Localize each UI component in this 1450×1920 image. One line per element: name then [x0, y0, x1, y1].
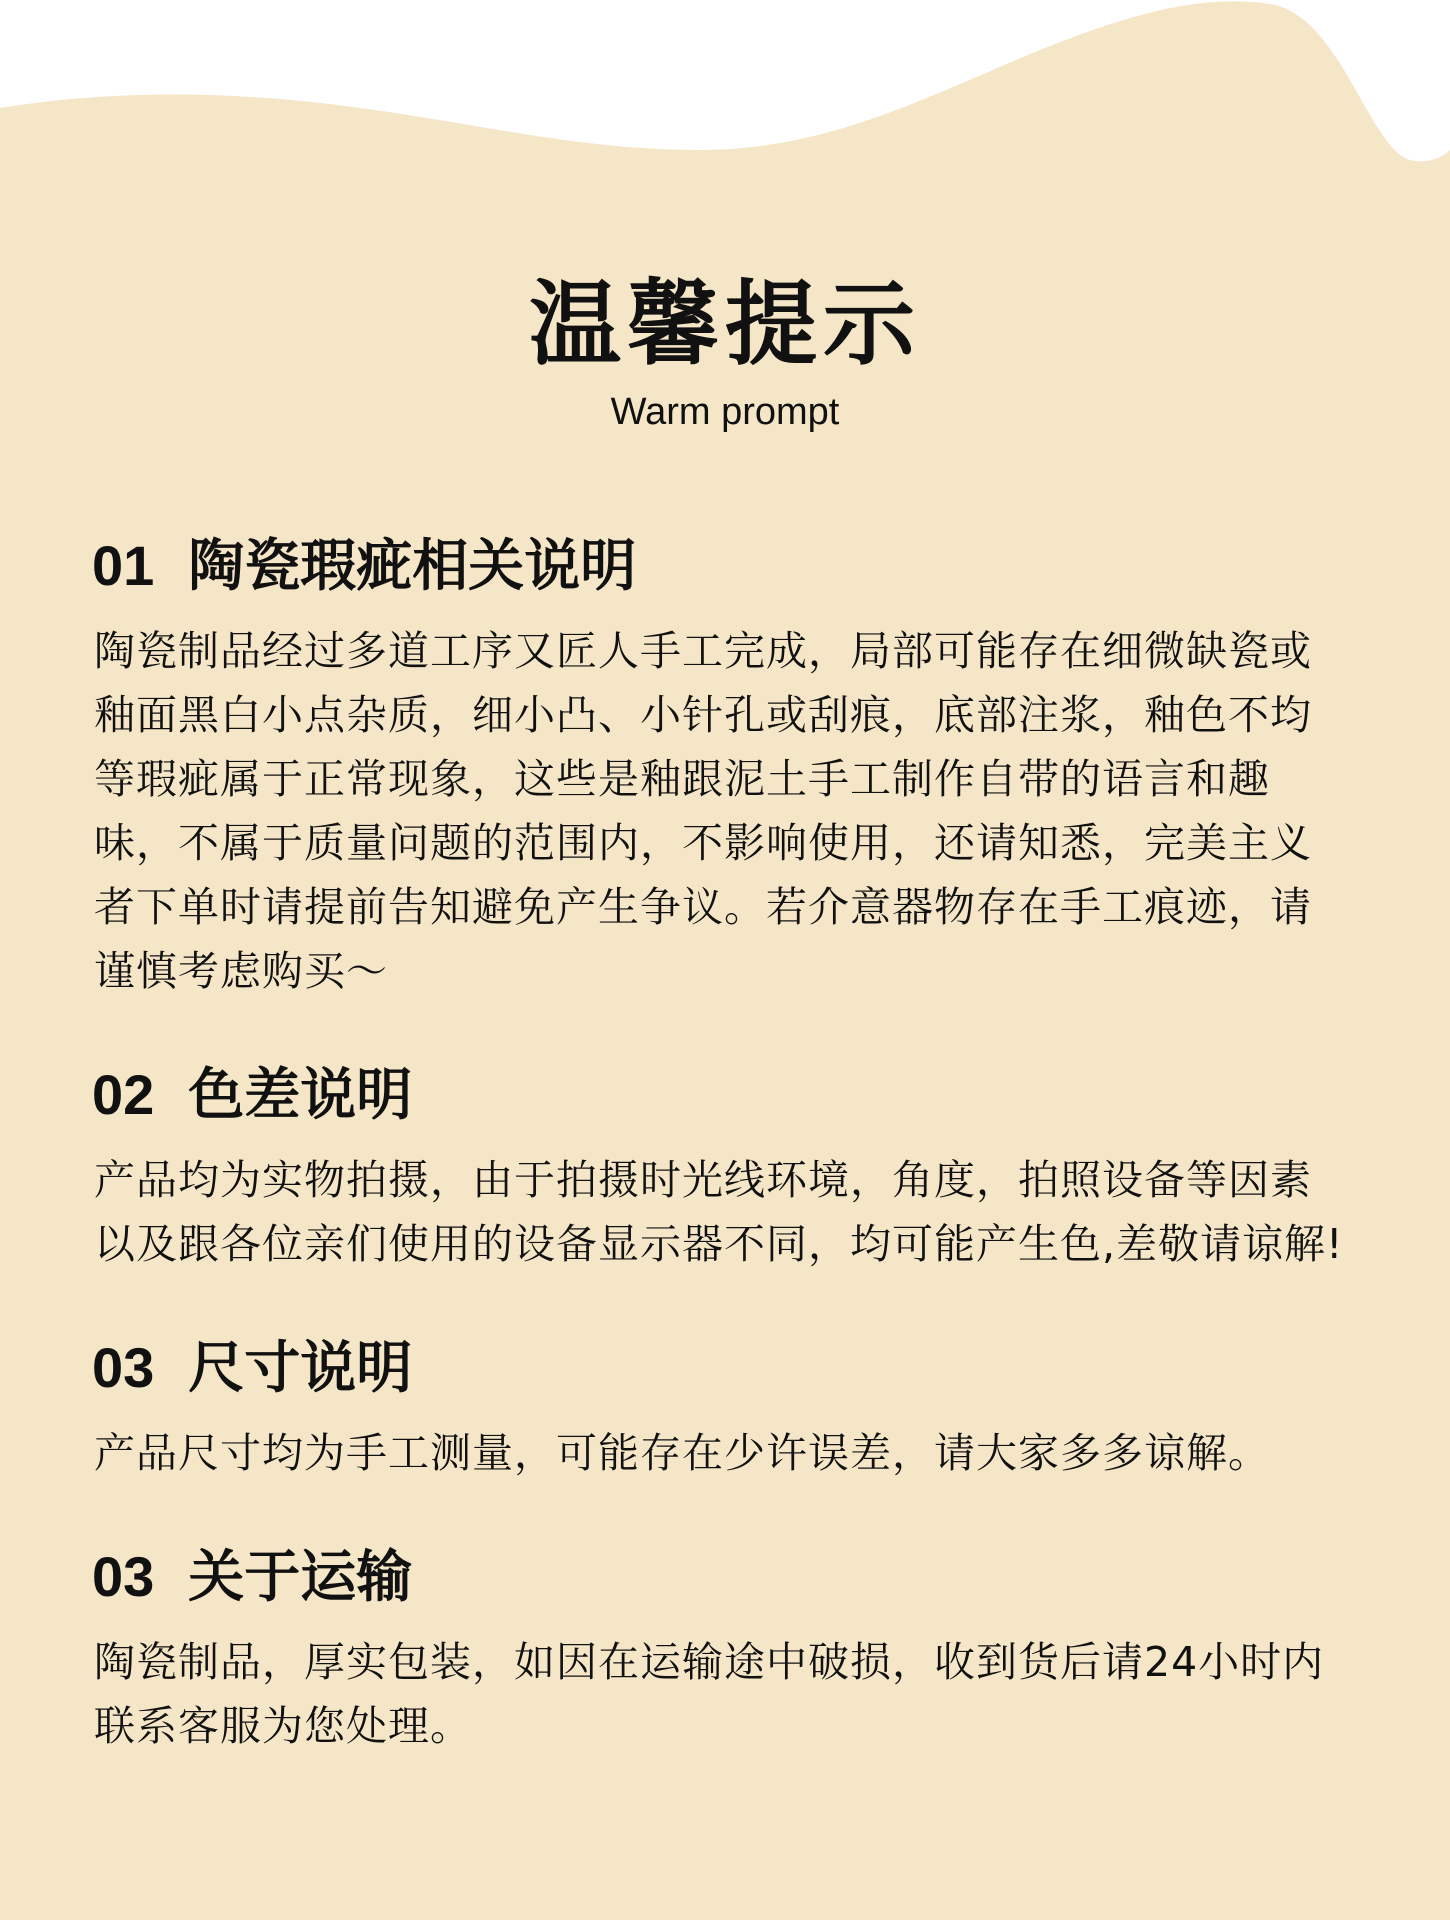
- section-title: 尺寸说明: [188, 1336, 413, 1401]
- section-number: 03: [92, 1545, 155, 1608]
- section-size: [92, 1332, 1352, 1485]
- wave-shape: [0, 0, 1450, 161]
- top-wave-decoration: [0, 0, 1450, 180]
- section-body: 陶瓷制品，厚实包装，如因在运输途中破损，收到货后请24小时内联系客服为您处理。: [94, 1638, 1325, 1750]
- section-body: 陶瓷制品经过多道工序又匠人手工完成，局部可能存在细微缺瓷或釉面黑白小点杂质，细小凸、小针孔或刮痕，底部注浆，釉色不均等瑕疵属于正常现象，这些是釉跟泥土手工制作自带的语言和趣味，不属于质量问题的范围内，不影响使用，还请知悉，完美主义者下单时请提前告知避免产生争议。若介意器物存在手工痕迹，请谨慎考虑购买～: [94, 627, 1312, 995]
- page-title: 温馨提示: [528, 271, 921, 378]
- section-heading: [92, 530, 1352, 603]
- section-heading: [92, 1332, 1352, 1405]
- page-subtitle: Warm prompt: [610, 391, 840, 433]
- section-title: 陶瓷瑕疵相关说明: [188, 534, 637, 599]
- section-color-difference: [92, 1059, 1352, 1276]
- section-title: 色差说明: [188, 1063, 413, 1128]
- section-title: 关于运输: [188, 1545, 413, 1610]
- section-heading: [92, 1541, 1352, 1614]
- section-body: 产品尺寸均为手工测量，可能存在少许误差，请大家多多谅解。: [94, 1429, 1270, 1477]
- header: [0, 270, 1450, 434]
- section-flaws: [92, 530, 1352, 1003]
- section-number: 02: [92, 1063, 155, 1126]
- section-number: 01: [92, 534, 155, 597]
- section-body: 产品均为实物拍摄，由于拍摄时光线环境，角度，拍照设备等因素以及跟各位亲们使用的设备显示器不同，均可能产生色,差敬请谅解!: [94, 1156, 1344, 1268]
- section-heading: [92, 1059, 1352, 1132]
- notice-content: [92, 530, 1352, 1814]
- section-shipping: [92, 1541, 1352, 1758]
- section-number: 03: [92, 1336, 155, 1399]
